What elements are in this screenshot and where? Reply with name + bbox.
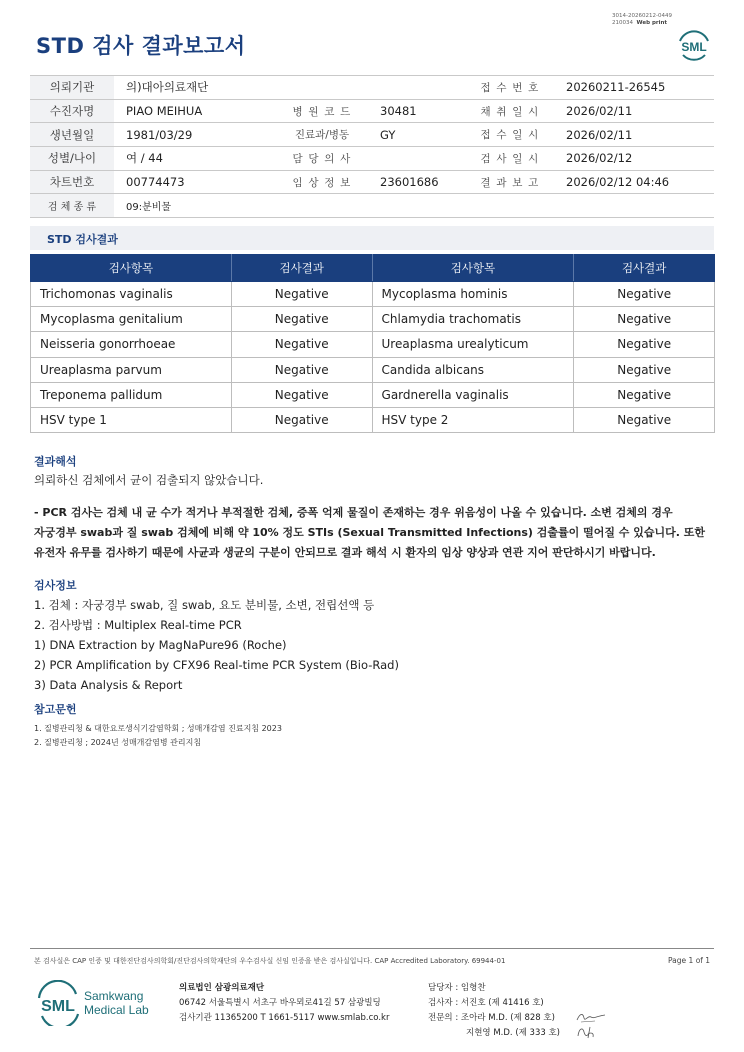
info-row xyxy=(30,123,714,147)
test-item: Ureaplasma parvum xyxy=(31,357,232,382)
lab-logo-text: SML xyxy=(41,998,75,1015)
test-item: Mycoplasma genitalium xyxy=(31,307,232,332)
test-info-line: 2) PCR Amplification by CFX96 Real-time PCR System (Bio-Rad) xyxy=(34,658,399,672)
label-result-report: 결 과 보 고 xyxy=(466,170,554,194)
doc-code-line1: 3014-20260212-0449 xyxy=(612,13,672,19)
col-header-test-item: 검사항목 xyxy=(372,255,574,282)
table-row xyxy=(31,407,715,432)
interpretation-title: 결과해석 xyxy=(34,455,77,468)
info-row xyxy=(30,170,714,194)
results-table xyxy=(30,254,715,433)
staff-specialist-1: 전문의 : 조아라 M.D. (제 828 호) xyxy=(428,1013,555,1023)
test-item: Gardnerella vaginalis xyxy=(372,382,574,407)
test-info-line: 3) Data Analysis & Report xyxy=(34,678,183,692)
value-sex-age: 여 / 44 xyxy=(114,147,276,171)
test-result: Negative xyxy=(231,282,372,307)
test-result: Negative xyxy=(231,407,372,432)
test-result: Negative xyxy=(574,282,715,307)
table-row xyxy=(31,332,715,357)
signature-icon xyxy=(575,1024,601,1040)
label-specimen-type: 검 체 종 류 xyxy=(30,194,114,218)
test-result: Negative xyxy=(574,307,715,332)
test-info-line: 2. 검사방법 : Multiplex Real-time PCR xyxy=(34,618,242,632)
label-patient-name: 수진자명 xyxy=(30,99,114,123)
label-requesting-institution: 의뢰기관 xyxy=(30,76,114,100)
note-line: 자궁경부 swab과 질 swab 검체에 비해 약 10% 정도 STIs (Sexual Transmitted Infections) 검출률이 떨어질 수 있습니다. 또한 xyxy=(34,526,706,539)
interpretation-note xyxy=(34,503,724,563)
test-item: HSV type 1 xyxy=(31,407,232,432)
staff-info xyxy=(428,981,560,1041)
patient-info-table xyxy=(30,75,714,218)
info-row xyxy=(30,194,714,218)
accreditation-note: 본 검사실은 CAP 인증 및 대한진단검사의학회/진단검사의학재단의 우수검사실 신임 인증을 받은 검사실입니다. CAP Accredited Laboratory. 69944-01 xyxy=(34,957,506,965)
staff-in-charge: 담당자 : 임형찬 xyxy=(428,983,486,993)
col-header-test-item: 검사항목 xyxy=(31,255,232,282)
table-row xyxy=(31,282,715,307)
info-row xyxy=(30,76,714,100)
info-row xyxy=(30,147,714,171)
test-result: Negative xyxy=(231,307,372,332)
value-hospital-code: 30481 xyxy=(368,99,466,123)
test-item: Mycoplasma hominis xyxy=(372,282,574,307)
table-row xyxy=(31,382,715,407)
label-test-date: 검 사 일 시 xyxy=(466,147,554,171)
reference-line: 1. 질병관리청 & 대한요로생식기감염학회 ; 성매개감염 진료지침 2023 xyxy=(34,724,282,733)
test-result: Negative xyxy=(231,382,372,407)
value-collection-date: 2026/02/11 xyxy=(554,99,714,123)
value-doctor xyxy=(368,147,466,171)
note-line: 유전자 유무를 검사하기 때문에 사균과 생균의 구분이 안되므로 결과 해석 시 환자의 임상 양상과 연관 지어 판단하시기 바랍니다. xyxy=(34,546,656,559)
lab-name-line2: Medical Lab xyxy=(84,1003,149,1017)
value-receipt-number: 20260211-26545 xyxy=(554,76,714,100)
samkwang-logo-icon xyxy=(36,980,186,1026)
page-title: STD 검사 결과보고서 xyxy=(36,34,246,58)
signature-icon xyxy=(575,1011,607,1025)
sml-logo-icon xyxy=(674,24,714,64)
label-chart-number: 차트번호 xyxy=(30,170,114,194)
test-result: Negative xyxy=(574,407,715,432)
references-list xyxy=(34,722,282,749)
value-chart-number: 00774473 xyxy=(114,170,276,194)
test-result: Negative xyxy=(574,357,715,382)
value-receipt-date: 2026/02/11 xyxy=(554,123,714,147)
interpretation-text: 의뢰하신 검체에서 균이 검출되지 않았습니다. xyxy=(34,473,264,487)
label-collection-date: 채 취 일 시 xyxy=(466,99,554,123)
test-result: Negative xyxy=(574,382,715,407)
test-item: Ureaplasma urealyticum xyxy=(372,332,574,357)
label-birth-date: 생년월일 xyxy=(30,123,114,147)
label-sex-age: 성별/나이 xyxy=(30,147,114,171)
logo-text: SML xyxy=(681,40,707,54)
test-item: HSV type 2 xyxy=(372,407,574,432)
test-item: Chlamydia trachomatis xyxy=(372,307,574,332)
label-clinical-info: 임 상 정 보 xyxy=(276,170,368,194)
label-receipt-number: 접 수 번 호 xyxy=(466,76,554,100)
value-patient-name: PIAO MEIHUA xyxy=(114,99,276,123)
page-number: Page 1 of 1 xyxy=(668,956,711,965)
table-row xyxy=(31,357,715,382)
value-specimen-type: 09:분비물 xyxy=(114,194,714,218)
test-result: Negative xyxy=(574,332,715,357)
label-department: 진료과/병동 xyxy=(276,123,368,147)
doc-code-line2: 210034 xyxy=(612,20,634,26)
label-receipt-date: 접 수 일 시 xyxy=(466,123,554,147)
corporation-name: 의료법인 삼광의료재단 xyxy=(179,983,265,993)
value-department: GY xyxy=(368,123,466,147)
col-header-result: 검사결과 xyxy=(574,255,715,282)
reference-line: 2. 질병관리청 ; 2024년 성매개감염병 관리지침 xyxy=(34,737,202,747)
corporation-address: 06742 서울특별시 서초구 바우뫼로41길 57 삼광빌딩 xyxy=(179,998,381,1008)
test-item: Candida albicans xyxy=(372,357,574,382)
value-result-report: 2026/02/12 04:46 xyxy=(554,170,714,194)
label-hospital-code: 병 원 코 드 xyxy=(276,99,368,123)
staff-tester: 검사자 : 서진호 (제 41416 호) xyxy=(428,998,544,1008)
label-doctor: 담 당 의 사 xyxy=(276,147,368,171)
test-item: Treponema pallidum xyxy=(31,382,232,407)
test-info-line: 1. 검체 : 자궁경부 swab, 질 swab, 요도 분비물, 소변, 전립선액 등 xyxy=(34,598,375,612)
value-birth-date: 1981/03/29 xyxy=(114,123,276,147)
col-header-result: 검사결과 xyxy=(231,255,372,282)
web-print-label: Web print xyxy=(636,20,668,26)
test-item: Neisseria gonorrhoeae xyxy=(31,332,232,357)
corporation-contact: 검사기관 11365200 T 1661-5117 www.smlab.co.kr xyxy=(179,1013,390,1023)
test-info-line: 1) DNA Extraction by MagNaPure96 (Roche) xyxy=(34,638,287,652)
test-result: Negative xyxy=(231,357,372,382)
test-item: Trichomonas vaginalis xyxy=(31,282,232,307)
value-test-date: 2026/02/12 xyxy=(554,147,714,171)
test-info-title: 검사정보 xyxy=(34,579,77,592)
value-clinical-info: 23601686 xyxy=(368,170,466,194)
lab-name-line1: Samkwang xyxy=(84,989,144,1003)
info-row xyxy=(30,99,714,123)
table-row xyxy=(31,307,715,332)
test-result: Negative xyxy=(231,332,372,357)
results-header-row xyxy=(31,255,715,282)
footer-divider xyxy=(30,948,714,949)
staff-specialist-2: 지현영 M.D. (제 333 호) xyxy=(466,1028,561,1038)
corporation-info xyxy=(179,981,389,1026)
value-requesting-institution: 의)대아의료재단 xyxy=(114,76,466,100)
note-line: - PCR 검사는 검체 내 균 수가 적거나 부적절한 검체, 증폭 억제 물질이 존재하는 경우 위음성이 나올 수 있습니다. 소변 검체의 경우 xyxy=(34,506,673,519)
references-title: 참고문헌 xyxy=(34,703,77,716)
document-code xyxy=(612,13,672,27)
results-section-header xyxy=(30,226,714,250)
results-section-title: STD 검사결과 xyxy=(47,233,118,246)
test-info-list xyxy=(34,595,399,695)
